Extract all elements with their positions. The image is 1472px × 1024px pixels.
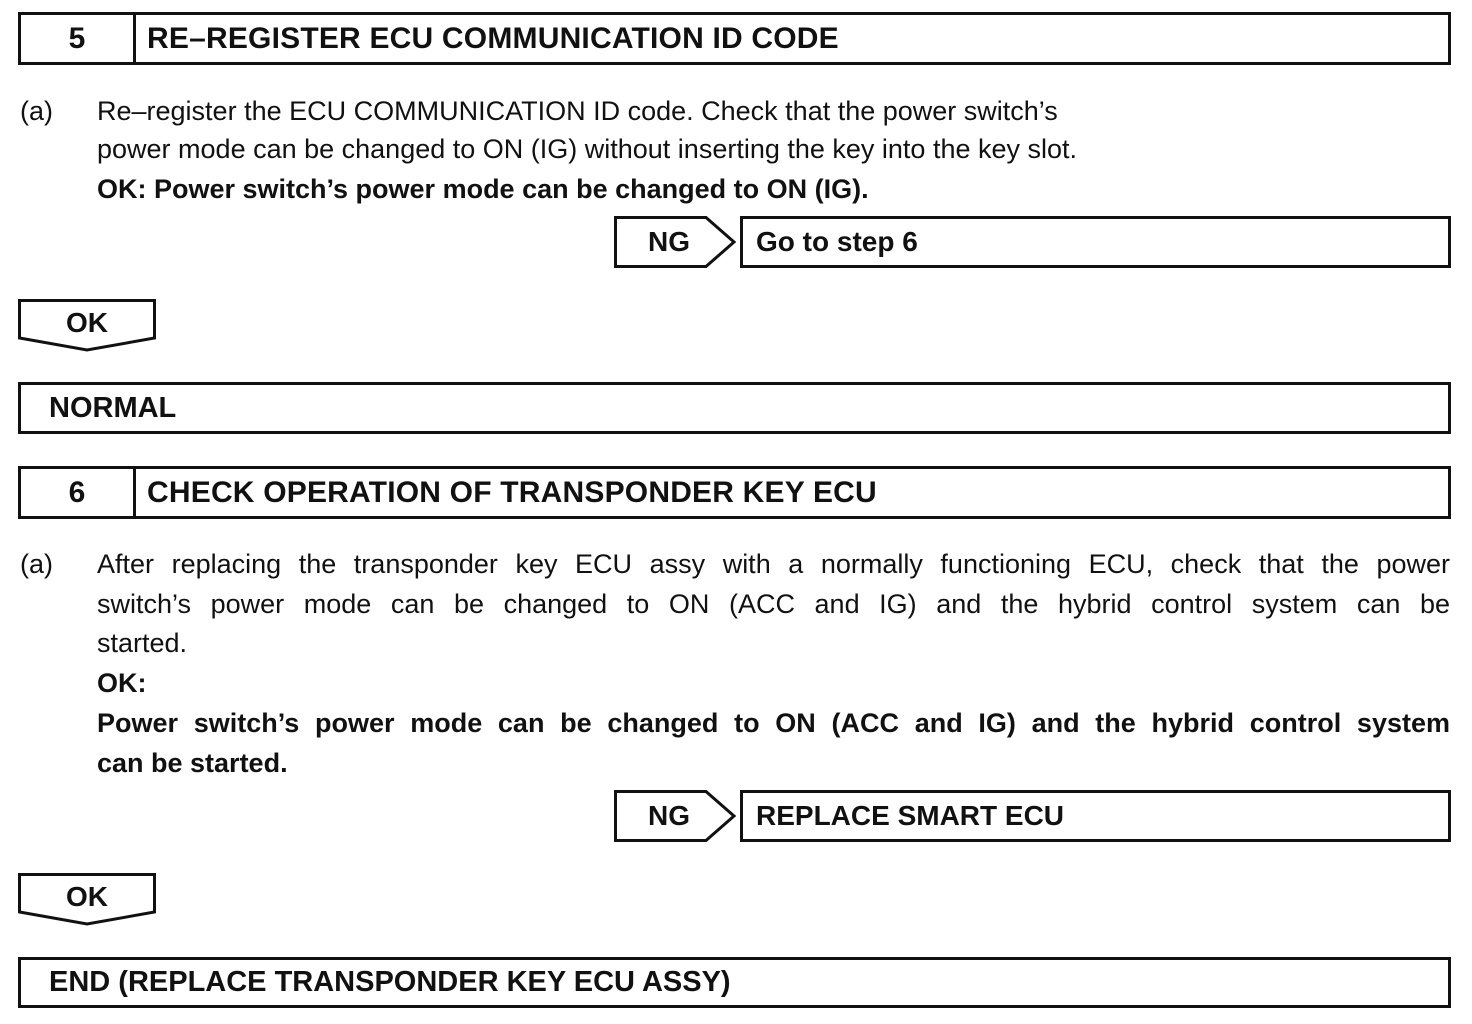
ok-label: OK [66, 881, 108, 912]
ng-destination: Go to step 6 [756, 226, 918, 257]
ok-condition: can be started. [97, 748, 288, 778]
ng-destination: REPLACE SMART ECU [756, 800, 1065, 831]
ng-branch-tag [614, 790, 736, 842]
ng-branch-tag [614, 216, 736, 268]
instruction-line: Re–register the ECU COMMUNICATION ID code. Check that the power switch’s [97, 96, 1058, 126]
result-label: NORMAL [49, 391, 177, 424]
step-title: CHECK OPERATION OF TRANSPONDER KEY ECU [147, 475, 877, 509]
ng-label: NG [648, 800, 690, 831]
result-box [18, 382, 1451, 434]
instruction-line: switch’s power mode can be changed to ON (ACC and IG) and the hybrid control system can be [97, 589, 1450, 619]
ok-condition: Power switch’s power mode can be changed to ON (ACC and IG) and the hybrid control system [97, 708, 1450, 738]
ng-destination-box [740, 216, 1451, 268]
ok-condition: OK: Power switch’s power mode can be changed to ON (IG). [97, 174, 869, 204]
step-title: RE–REGISTER ECU COMMUNICATION ID CODE [147, 21, 839, 55]
ok-heading: OK: [97, 668, 147, 698]
instruction-line: power mode can be changed to ON (IG) without inserting the key into the key slot. [97, 134, 1078, 164]
ng-destination-box [740, 790, 1451, 842]
ng-label: NG [648, 226, 690, 257]
step-6-header [18, 466, 1451, 519]
step-number: 6 [21, 469, 136, 516]
ok-branch-tag [18, 299, 156, 353]
result-box [18, 957, 1451, 1008]
result-label: END (REPLACE TRANSPONDER KEY ECU ASSY) [49, 966, 731, 998]
instruction-line: After replacing the transponder key ECU assy with a normally functioning ECU, check that the power [97, 549, 1450, 579]
step-5-header [18, 12, 1451, 65]
ok-branch-tag [18, 873, 156, 927]
paragraph-label: (a) [20, 549, 53, 579]
instruction-line: started. [97, 628, 188, 658]
ok-label: OK [66, 307, 108, 338]
step-number: 5 [21, 15, 136, 62]
paragraph-label: (a) [20, 96, 53, 126]
